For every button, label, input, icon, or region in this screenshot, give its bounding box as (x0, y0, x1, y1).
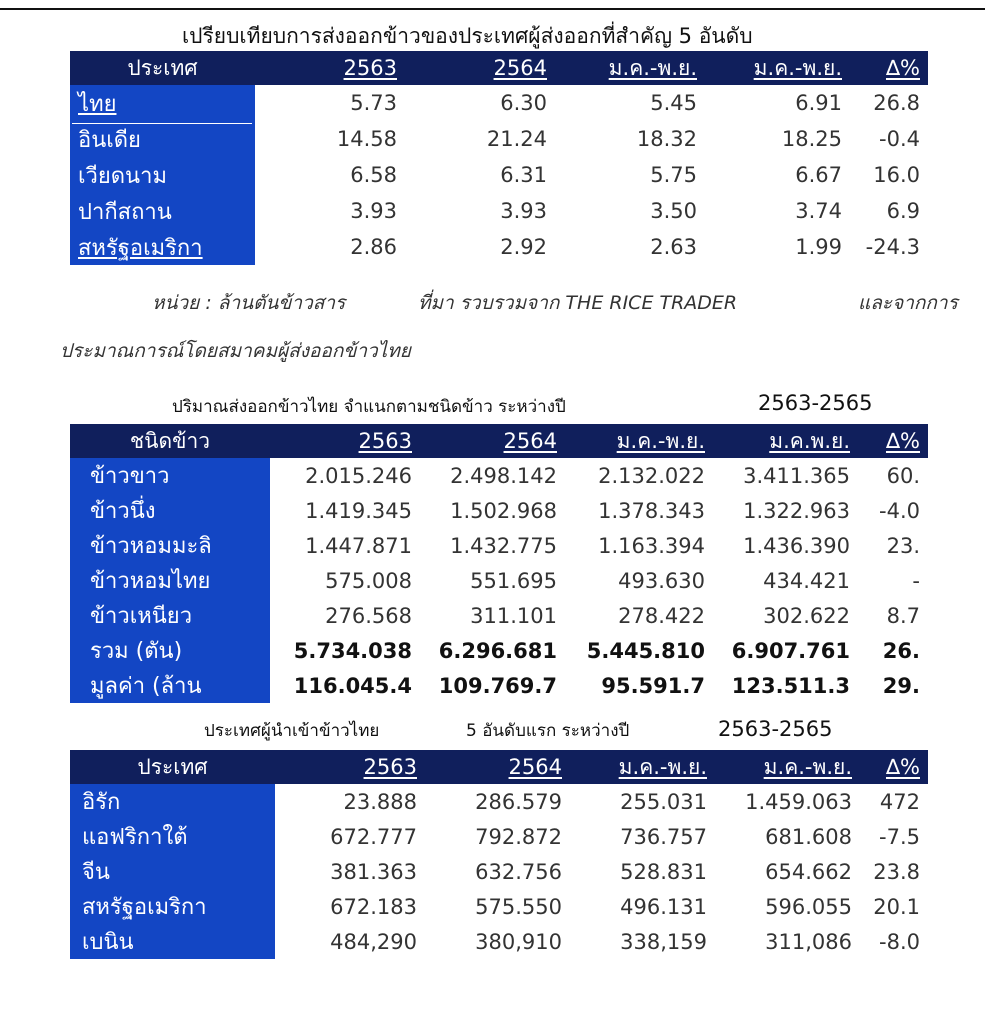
table3 (70, 750, 928, 959)
table-cell: -0.4 (879, 127, 920, 151)
table-cell: 60. (886, 463, 920, 488)
table-cell: 654.662 (765, 859, 852, 884)
table-cell: 95.591.7 (601, 673, 705, 698)
table-cell: 672.777 (330, 824, 417, 849)
row-label: เบนิน (70, 924, 275, 959)
table-cell: 5.445.810 (586, 638, 705, 663)
table3-years: 2563-2565 (718, 717, 833, 741)
table-cell: 116.045.4 (293, 673, 412, 698)
table2-title: ปริมาณส่งออกข้าวไทย จำแนกตามชนิดข้าว ระหว่างปี (172, 397, 566, 417)
table-cell: 8.7 (886, 603, 920, 628)
table-cell: 434.421 (763, 568, 850, 593)
table2-header-row (70, 424, 928, 458)
table1-title: เปรียบเทียบการส่งออกข้าวของประเทศผู้ส่งออกที่สำคัญ 5 อันดับ (182, 24, 753, 48)
table-row (70, 854, 928, 889)
table2-header-2563: 2563 (270, 424, 420, 458)
table-cell: 3.93 (350, 199, 397, 223)
table-cell: 278.422 (618, 603, 705, 628)
table2-header-jan-nov-b: ม.ค.พ.ย. (713, 424, 858, 458)
table2-header-jan-nov-a: ม.ค.-พ.ย. (565, 424, 713, 458)
table-row (70, 493, 928, 528)
table-cell: 472 (879, 789, 920, 814)
table-cell: 2.63 (650, 235, 697, 259)
row-label: ข้าวเหนียว (70, 598, 270, 633)
table3-header-country: ประเทศ (70, 750, 275, 784)
table3-body (70, 784, 928, 959)
table-cell: 1.502.968 (450, 498, 557, 523)
table-cell: 3.411.365 (743, 463, 850, 488)
table-cell: 1.99 (795, 235, 842, 259)
table-cell: 596.055 (765, 894, 852, 919)
table-cell: 2.132.022 (598, 463, 705, 488)
row-label: รวม (ตัน) (70, 633, 270, 668)
table-cell: 5.734.038 (293, 638, 412, 663)
table-cell: 6.9 (886, 199, 920, 223)
table-cell: 6.67 (795, 163, 842, 187)
table-row (70, 121, 928, 157)
table-row (70, 819, 928, 854)
table-cell: 26. (882, 638, 920, 663)
table-cell: 18.32 (636, 127, 697, 151)
table-cell: 6.58 (350, 163, 397, 187)
table-cell: 311.101 (470, 603, 557, 628)
table2-header-2564: 2564 (420, 424, 565, 458)
row-label: อินเดีย (70, 121, 255, 157)
table-cell: 551.695 (470, 568, 557, 593)
table-cell: 1.436.390 (743, 533, 850, 558)
row-divider (72, 123, 252, 124)
table-cell: 5.73 (350, 91, 397, 115)
row-label: จีน (70, 854, 275, 889)
table3-header-2564: 2564 (425, 750, 570, 784)
table-cell: 2.498.142 (450, 463, 557, 488)
table-cell: 338,159 (620, 929, 707, 954)
table-cell: -7.5 (879, 824, 920, 849)
table1-body (70, 85, 928, 265)
table-row (70, 889, 928, 924)
table-cell: -8.0 (879, 929, 920, 954)
table-cell: 381.363 (330, 859, 417, 884)
table-cell: - (912, 568, 920, 593)
table-cell: -4.0 (879, 498, 920, 523)
table3-header-change: ∆% (860, 750, 928, 784)
table-cell: 123.511.3 (731, 673, 850, 698)
table-cell: 3.74 (795, 199, 842, 223)
table-cell: 20.1 (873, 894, 920, 919)
row-label: สหรัฐอเมริกา (70, 229, 255, 265)
table3-header-jan-nov-a: ม.ค.-พ.ย. (570, 750, 715, 784)
table-cell: 6.31 (500, 163, 547, 187)
table-cell: 1.447.871 (305, 533, 412, 558)
table-cell: 3.93 (500, 199, 547, 223)
table-cell: 29. (882, 673, 920, 698)
row-label: แอฟริกาใต้ (70, 819, 275, 854)
table-cell: 276.568 (325, 603, 412, 628)
table-cell: 3.50 (650, 199, 697, 223)
table-cell: 632.756 (475, 859, 562, 884)
source-note-line2: ประมาณการณ์โดยสมาคมผู้ส่งออกข้าวไทย (60, 340, 411, 362)
table-cell: 2.015.246 (305, 463, 412, 488)
table-cell: 6.91 (795, 91, 842, 115)
table-row-value (70, 668, 928, 703)
table-cell: 1.432.775 (450, 533, 557, 558)
table-cell: 6.907.761 (731, 638, 850, 663)
table-cell: 109.769.7 (438, 673, 557, 698)
table-cell: 496.131 (620, 894, 707, 919)
table-cell: 1.378.343 (598, 498, 705, 523)
row-label: ปากีสถาน (70, 193, 255, 229)
table-cell: 6.30 (500, 91, 547, 115)
source-note: ที่มา รวบรวมจาก THE RICE TRADER (418, 292, 738, 314)
table-cell: 736.757 (620, 824, 707, 849)
table-cell: 1.322.963 (743, 498, 850, 523)
table-cell: 528.831 (620, 859, 707, 884)
table-row (70, 157, 928, 193)
table1-header-jan-nov-a: ม.ค.-พ.ย. (555, 51, 705, 85)
table-row-total (70, 633, 928, 668)
table-cell: 5.75 (650, 163, 697, 187)
table-row (70, 563, 928, 598)
row-label: ไทย (70, 85, 255, 121)
table-cell: 380,910 (475, 929, 562, 954)
table3-header-jan-nov-b: ม.ค.-พ.ย. (715, 750, 860, 784)
table3-header-2563: 2563 (275, 750, 425, 784)
table2-body (70, 458, 928, 703)
table-cell: 1.163.394 (598, 533, 705, 558)
table-cell: 5.45 (650, 91, 697, 115)
table-row (70, 784, 928, 819)
table1-header-2564: 2564 (405, 51, 555, 85)
row-label: ข้าวหอมไทย (70, 563, 270, 598)
table-row (70, 458, 928, 493)
unit-note: หน่วย : ล้านตันข้าวสาร (152, 292, 346, 314)
table-cell: 286.579 (475, 789, 562, 814)
table-cell: -24.3 (865, 235, 920, 259)
table-cell: 6.296.681 (438, 638, 557, 663)
table-cell: 311,086 (765, 929, 852, 954)
table-cell: 792.872 (475, 824, 562, 849)
table-cell: 18.25 (781, 127, 842, 151)
table-cell: 1.459.063 (745, 789, 852, 814)
table1-header-row (70, 51, 928, 85)
table-cell: 16.0 (873, 163, 920, 187)
table-row (70, 598, 928, 633)
table1 (70, 51, 928, 265)
table-cell: 23. (886, 533, 920, 558)
table-cell: 255.031 (620, 789, 707, 814)
table-row (70, 85, 928, 121)
table-cell: 484,290 (330, 929, 417, 954)
table-row (70, 229, 928, 265)
table-cell: 1.419.345 (305, 498, 412, 523)
table-cell: 493.630 (618, 568, 705, 593)
table-cell: 14.58 (336, 127, 397, 151)
row-label: ข้าวขาว (70, 458, 270, 493)
table-cell: 575.550 (475, 894, 562, 919)
row-label: สหรัฐอเมริกา (70, 889, 275, 924)
table-cell: 2.92 (500, 235, 547, 259)
table1-header-change: ∆% (850, 51, 928, 85)
table3-header-row (70, 750, 928, 784)
table1-header-country: ประเทศ (70, 51, 255, 85)
table-row (70, 924, 928, 959)
table-cell: 681.608 (765, 824, 852, 849)
table1-header-2563: 2563 (255, 51, 405, 85)
table2-header-change: ∆% (858, 424, 928, 458)
top-rule (0, 8, 985, 10)
table1-header-jan-nov-b: ม.ค.-พ.ย. (705, 51, 850, 85)
table-cell: 21.24 (486, 127, 547, 151)
table-cell: 26.8 (873, 91, 920, 115)
source-note-tail: และจากการ (858, 292, 958, 314)
row-label: เวียดนาม (70, 157, 255, 193)
row-label: อิรัก (70, 784, 275, 819)
table-row (70, 193, 928, 229)
table3-title2: 5 อันดับแรก ระหว่างปี (466, 721, 630, 741)
table2-years: 2563-2565 (758, 391, 873, 415)
table-cell: 672.183 (330, 894, 417, 919)
table3-title: ประเทศผู้นำเข้าข้าวไทย (204, 721, 380, 741)
table-cell: 23.8 (873, 859, 920, 884)
table2 (70, 424, 928, 703)
table-row (70, 528, 928, 563)
row-label: ข้าวหอมมะลิ (70, 528, 270, 563)
table-cell: 575.008 (325, 568, 412, 593)
table-cell: 302.622 (763, 603, 850, 628)
table2-header-type: ชนิดข้าว (70, 424, 270, 458)
row-label: มูลค่า (ล้าน (70, 668, 270, 703)
table-cell: 23.888 (343, 789, 417, 814)
row-label: ข้าวนึ่ง (70, 493, 270, 528)
table-cell: 2.86 (350, 235, 397, 259)
